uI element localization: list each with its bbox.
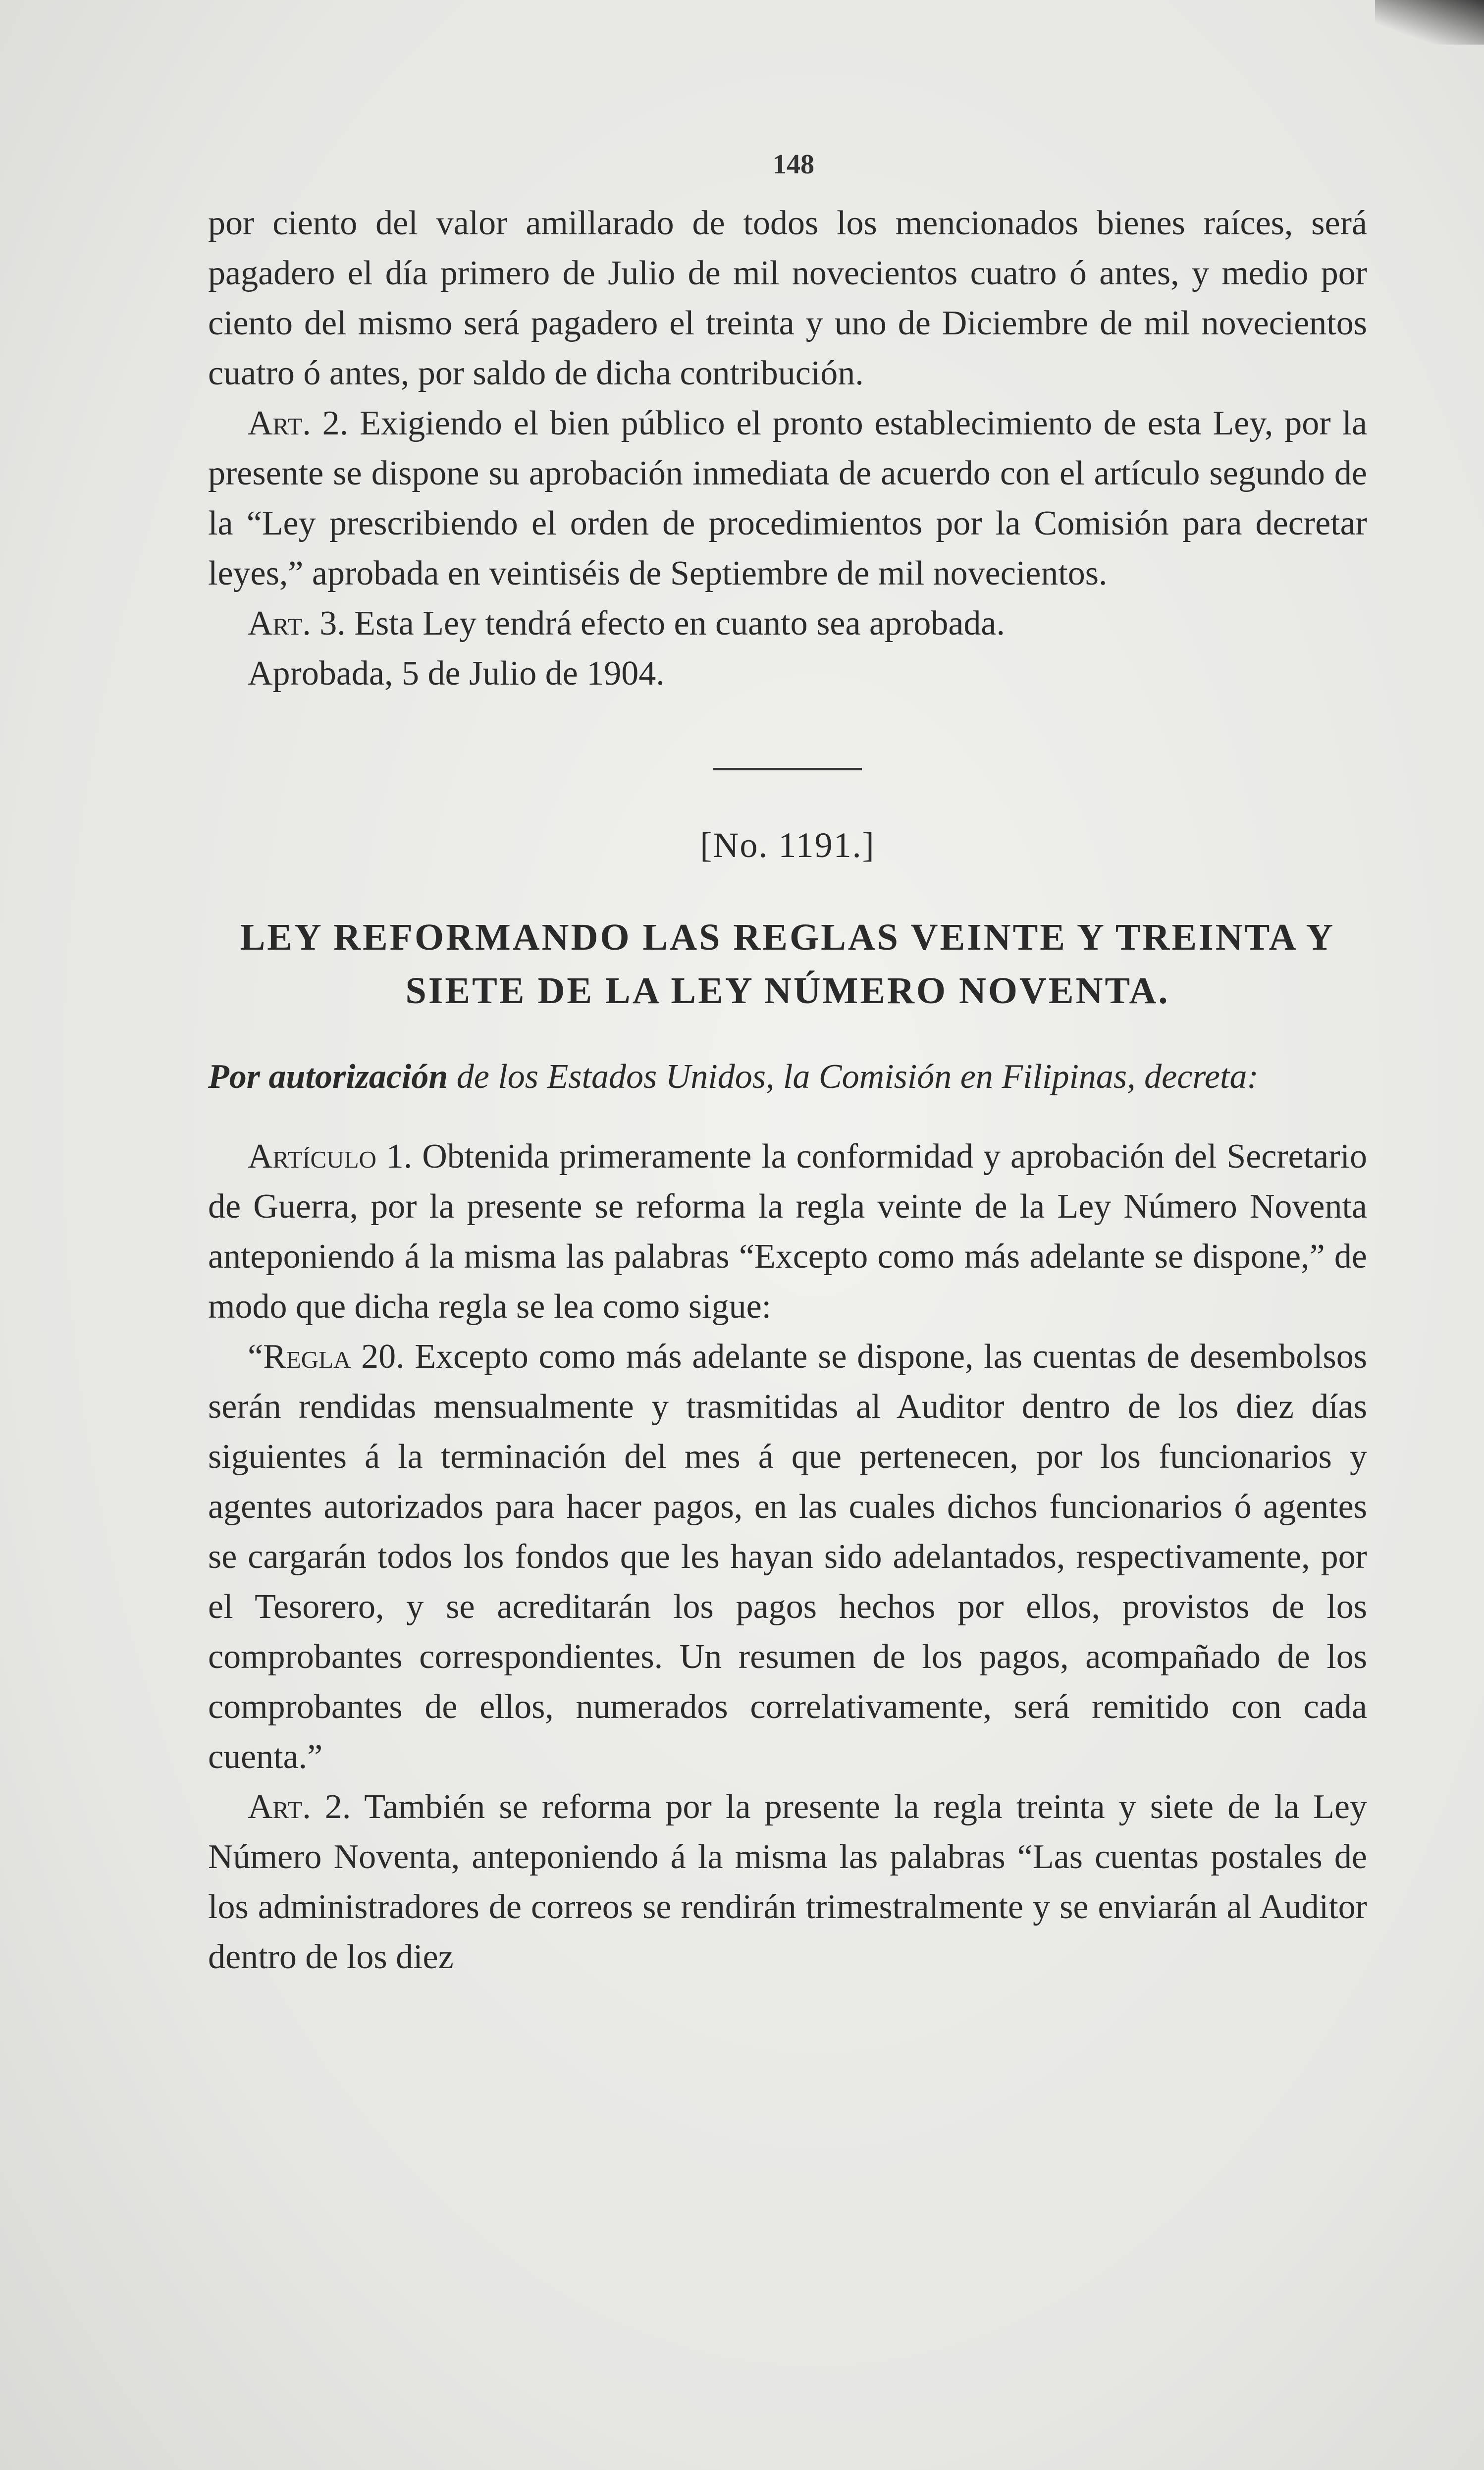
rule-label: “Regla 20. [248, 1338, 405, 1376]
preamble-text: de los Estados Unidos, la Comisión en Filipinas, decreta: [456, 1058, 1259, 1096]
paragraph-continuation: por ciento del valor amillarado de todos los mencionados bienes raíces, será pagadero el día primero de Julio de mil novecientos cuatro ó antes, y medio por ciento del mismo será pagadero el treinta y uno de Diciembre de mil novecientos cuatro ó antes, por saldo de dicha contribución. [208, 204, 1367, 392]
article-text: Esta Ley tendrá efecto en cuanto sea aprobada. [354, 604, 1005, 643]
paragraph-articulo1 [208, 1131, 1367, 1332]
paragraph-art2 [208, 398, 1367, 598]
paragraph-regla20 [208, 1332, 1367, 1782]
preamble [208, 1052, 1367, 1102]
law-number: [No. 1191.] [700, 825, 875, 865]
law-title: LEY REFORMANDO LAS REGLAS VEINTE Y TREINTA Y SIETE DE LA LEY NÚMERO NOVENTA. [240, 916, 1335, 1012]
paragraph-art3 [208, 598, 1367, 648]
page-body [208, 198, 1367, 1982]
article-label: Art. 2. [248, 404, 349, 442]
article-text: Obtenida primeramente la conformidad y aprobación del Secretario de Guerra, por la presente se reforma la regla veinte de la Ley Número Noventa anteponiendo á la misma las palabras “Excepto como más adelante se dispone,” de modo que dicha regla se lea como sigue: [208, 1137, 1368, 1326]
scan-corner-shadow [1375, 0, 1484, 45]
preamble-lead: Por autorización [208, 1058, 448, 1096]
approval-date: Aprobada, 5 de Julio de 1904. [248, 654, 665, 693]
paragraph-art2b [208, 1782, 1367, 1982]
article-text: También se reforma por la presente la regla treinta y siete de la Ley Número Noventa, anteponiendo á la misma las palabras “Las cuentas postales de los administradores de correos se rendirán trimestralmente y se enviarán al Auditor dentro de los diez [208, 1788, 1367, 1976]
rule-text: Excepto como más adelante se dispone, las cuentas de desembolsos serán rendidas mensualmente y trasmitidas al Auditor dentro de los diez días siguientes á la terminación del mes á que pertenecen, por los funcionarios y agentes autorizados para hacer pagos, en las cuales dichos funcionarios ó agentes se cargarán todos los fondos que les hayan sido adelantados, respectivamente, por el Tesorero, y se acreditarán los pagos hechos por ellos, provistos de los comprobantes correspondientes. Un resumen de los pagos, acompañado de los comprobantes de ellos, numerados correlativamente, será remitido con cada cuenta.” [208, 1338, 1367, 1776]
article-label: Art. 2. [248, 1788, 351, 1826]
page-number: 148 [773, 149, 814, 180]
article-label: Art. 3. [248, 604, 346, 643]
article-text: Exigiendo el bien público el pronto establecimiento de esta Ley, por la presente se dispone su aprobación inmediata de acuerdo con el artículo segundo de la “Ley prescribiendo el orden de procedimientos por la Comisión para decretar leyes,” aprobada en veintiséis de Septiembre de mil novecientos. [208, 404, 1367, 592]
article-label: Artículo 1. [248, 1137, 413, 1176]
section-divider [713, 768, 862, 770]
